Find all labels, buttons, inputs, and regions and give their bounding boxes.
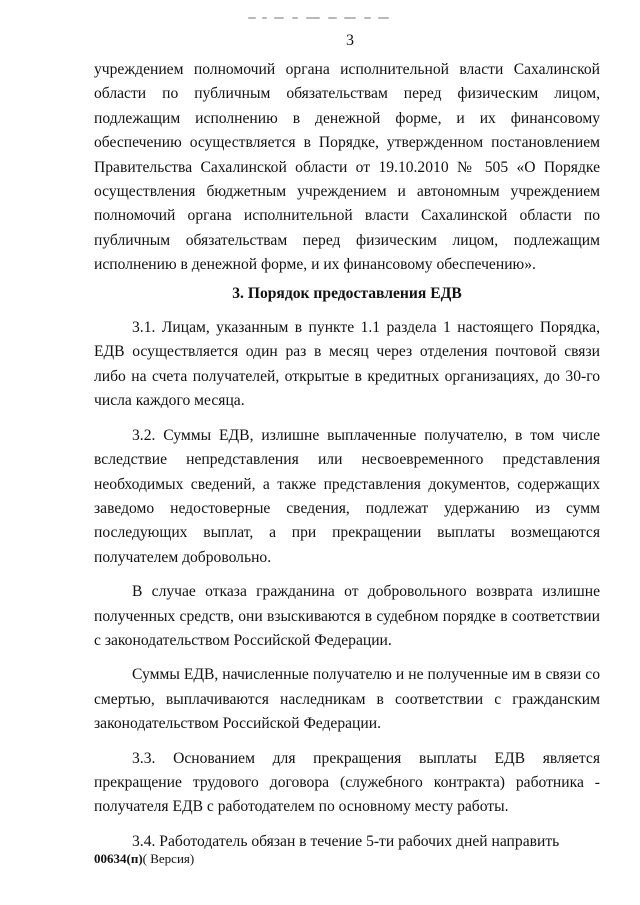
paragraph-3-2: 3.2. Суммы ЕДВ, излишне выплаченные получателю, в том числе вследствие непредставления или несвоевременного представления необходимых сведений, а также представления документов, содержащих заведомо недостоверные сведения, подлежат удержанию из сумм последующих выплат, а при прекращении выплаты возмещаются получателем добровольно. [94, 426, 600, 566]
footer-code: 00634(п) [94, 851, 143, 866]
scan-artifact [248, 14, 398, 24]
paragraph-inheritance: Суммы ЕДВ, начисленные получателю и не полученные им в связи со смертью, выплачиваются наследникам в соответствии с гражданским законодательством Российской Федерации. [94, 666, 600, 733]
paragraph-3-3: 3.3. Основанием для прекращения выплаты ЕДВ является прекращение трудового договора (служебного контракта) работника - получателя ЕДВ с работодателем по основному месту работы. [94, 749, 600, 816]
document-body [94, 58, 600, 854]
footer-version: ( Версия) [142, 851, 195, 866]
paragraph-3-1: 3.1. Лицам, указанным в пункте 1.1 раздела 1 настоящего Порядка, ЕДВ осуществляется один раз в месяц через отделения почтовой связи либо на счета получателей, открытые в кредитных организациях, до 30-го числа каждого месяца. [94, 319, 600, 410]
paragraph-refusal: В случае отказа гражданина от добровольного возврата излишне полученных средств, они взыскиваются в судебном порядке в соответствии с законодательством Российской Федерации. [94, 583, 600, 649]
footer-document-code [94, 851, 194, 867]
section-heading: 3. Порядок предоставления ЕДВ [232, 284, 462, 302]
paragraph-3-4: 3.4. Работодатель обязан в течение 5-ти рабочих дней направить [132, 832, 560, 850]
paragraph-continuation: учреждением полномочий органа исполнительной власти Сахалинской области по публичным обязательствам перед физическим лицом, подлежащим исполнению в денежной форме, и их финансовому обеспечению осуществляется в Порядке, утвержденном постановлением Правительства Сахалинской области от 19.10.2010 № 505 «О Порядке осуществления бюджетным учреждением и автономным учреждением полномочий органа исполнительной власти Сахалинской области по публичным обязательствам перед физическим лицом, подлежащим исполнению в денежной форме, и их финансовому обеспечению». [94, 61, 600, 274]
page-number: 3 [346, 32, 354, 49]
